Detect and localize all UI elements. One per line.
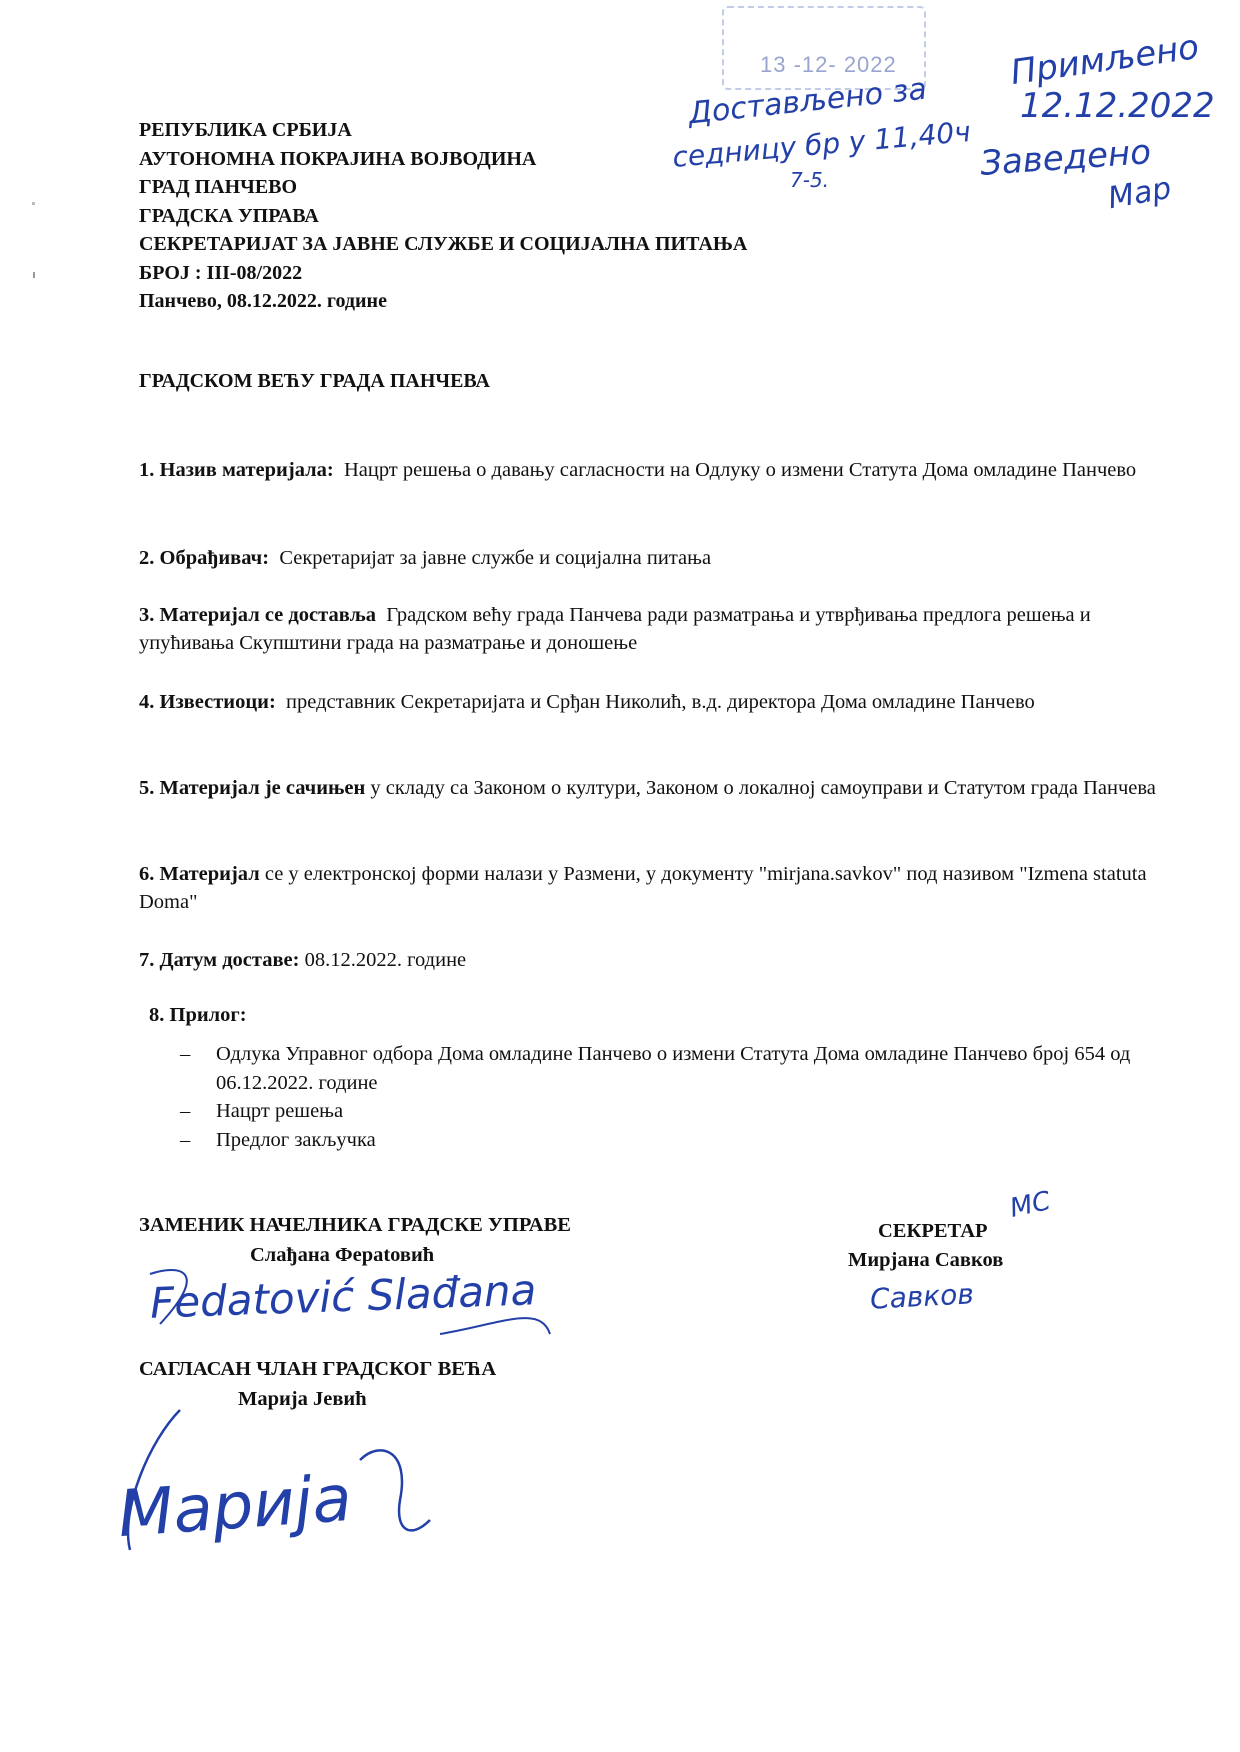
handwritten-note-right-3: Заведено <box>978 132 1153 184</box>
item-material-name <box>139 456 1159 484</box>
council-member-title: САГЛАСАН ЧЛАН ГРАДСКОГ ВЕЋА <box>139 1358 497 1380</box>
header-line-republic: РЕПУБЛИКА СРБИЈА <box>139 119 352 141</box>
deputy-title: ЗАМЕНИК НАЧЕЛНИКА ГРАДСКЕ УПРАВЕ <box>139 1214 571 1236</box>
attachment-text: Нацрт решења <box>216 1100 344 1122</box>
signature-council-member: Марија <box>115 1461 354 1553</box>
item-text: се у електронској форми налази у Размени, у документу "mirjana.savkov" под називом "Izmena statuta Doma" <box>139 863 1147 913</box>
item-label: 5. Материјал је сачињен <box>139 777 366 799</box>
header-line-date: Панчево, 08.12.2022. године <box>139 290 387 312</box>
header-line-secretariat: СЕКРЕТАРИЈАТ ЗА ЈАВНЕ СЛУЖБЕ И СОЦИЈАЛНА ПИТАЊА <box>139 233 748 255</box>
secretary-name: Мирјана Савков <box>848 1249 1004 1271</box>
item-text: Градском већу града Панчева ради разматрања и утврђивања предлога решења и упућивања Скупштини града на разматрање и доношење <box>139 604 1091 654</box>
item-label: 6. Материјал <box>139 863 260 885</box>
item-text: 08.12.2022. године <box>304 949 467 971</box>
signature-deputy-flourish <box>140 1264 560 1344</box>
item-label: 2. Обрађивач: <box>139 547 270 569</box>
letterhead <box>139 116 747 316</box>
signature-deputy: Fedatović Slađana <box>149 1265 538 1328</box>
handwritten-note-left-2: седницу бр у 11,40ч <box>671 115 973 174</box>
list-dash: – <box>180 1100 191 1122</box>
item-compliance <box>139 774 1159 802</box>
item-text: Нацрт решења о давању сагласности на Одлуку о измени Статута Дома омладине Панчево <box>343 459 1137 481</box>
item-reporters <box>139 688 1159 716</box>
item-label: 1. Назив материјала: <box>139 459 334 481</box>
handwritten-note-right-4: Мар <box>1105 170 1174 217</box>
list-dash: – <box>180 1128 191 1151</box>
signature-council-member-flourish <box>110 1400 440 1560</box>
header-line-number: БРОЈ : III-08/2022 <box>139 261 303 284</box>
addressee: ГРАДСКОМ ВЕЋУ ГРАДА ПАНЧЕВА <box>139 370 490 392</box>
item-label: 3. Материјал се доставља <box>139 604 377 626</box>
list-item <box>180 1126 1160 1155</box>
item-text: представник Секретаријата и Срђан Николић, в.д. директора Дома омладине Панчево <box>286 691 1035 713</box>
handwritten-note-right-1: Примљено <box>1008 27 1202 93</box>
list-dash: – <box>180 1043 191 1065</box>
attachment-text: Предлог закључка <box>216 1128 376 1151</box>
header-line-city: ГРАД ПАНЧЕВО <box>139 176 298 198</box>
signature-initials: МС <box>1007 1186 1054 1224</box>
item-label: 4. Известиоци: <box>139 691 276 713</box>
header-line-province: АУТОНОМНА ПОКРАЈИНА ВОЈВОДИНА <box>139 147 537 170</box>
handwritten-note-left-1: Достављено за <box>686 71 929 132</box>
deputy-name: Слађана Ферatовић <box>250 1244 435 1266</box>
list-item <box>180 1097 1160 1126</box>
item-delivery-date <box>139 946 1159 974</box>
header-line-administration: ГРАДСКА УПРАВА <box>139 204 319 227</box>
item-label: 7. Датум доставе: <box>139 949 300 971</box>
council-member-name: Марија Јевић <box>238 1388 367 1410</box>
list-item <box>180 1040 1160 1097</box>
attachment-text: Одлука Управног одбора Дома омладине Панчево о измени Статута Дома омладине Панчево број 654 од 06.12.2022. године <box>216 1043 1131 1094</box>
item-text: у складу са Законом о култури, Законом о локалној самоуправи и Статутом града Панчева <box>370 777 1156 799</box>
scan-specks <box>30 200 36 280</box>
attachments-list <box>180 1040 1160 1154</box>
signature-secretary: Савков <box>869 1277 975 1316</box>
attachments-title: 8. Прилог: <box>149 1004 247 1026</box>
stamp-date: 13 -12- 2022 <box>760 52 897 77</box>
handwritten-note-right-2: 12.12.2022 <box>1020 86 1215 126</box>
handwritten-note-left-3: 7-5. <box>790 168 830 192</box>
item-text: Секретаријат за јавне службе и социјална питања <box>279 547 712 569</box>
item-processor <box>139 544 1159 572</box>
item-electronic-form <box>139 860 1159 916</box>
secretary-title: СЕКРЕТАР <box>878 1220 988 1242</box>
item-delivered-to <box>139 601 1159 657</box>
